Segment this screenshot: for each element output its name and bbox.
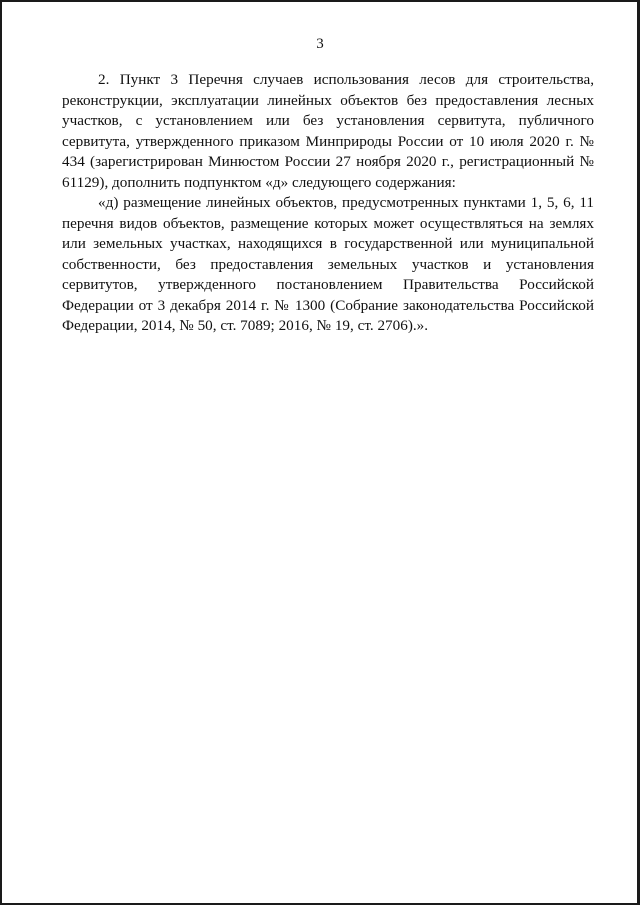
page-number: 3 bbox=[316, 36, 324, 52]
scan-border-top bbox=[0, 0, 640, 2]
document-body bbox=[62, 70, 594, 337]
paragraph-subpoint-d: «д) размещение линейных объектов, предусмотренных пунктами 1, 5, 6, 11 перечня видов объектов, размещение которых может осуществляться на землях или земельных участках, находящихся в государственной или муниципальной собственности, без предоставления земельных участков и установления сервитутов, утвержденного постановлением Правительства Российской Федерации от 3 декабря 2014 г. № 1300 (Собрание законодательства Российской Федерации, 2014, № 50, ст. 7089; 2016, № 19, ст. 2706).». bbox=[62, 194, 594, 334]
scan-border-left bbox=[0, 0, 2, 905]
paragraph-amendment-intro: 2. Пункт 3 Перечня случаев использования лесов для строительства, реконструкции, эксплуатации линейных объектов без предоставления лесных участков, с установлением или без установления сервитута, публичного сервитута, утвержденного приказом Минприроды России от 10 июля 2020 г. № 434 (зарегистрирован Минюстом России 27 ноября 2020 г., регистрационный № 61129), дополнить подпунктом «д» следующего содержания: bbox=[62, 71, 594, 191]
